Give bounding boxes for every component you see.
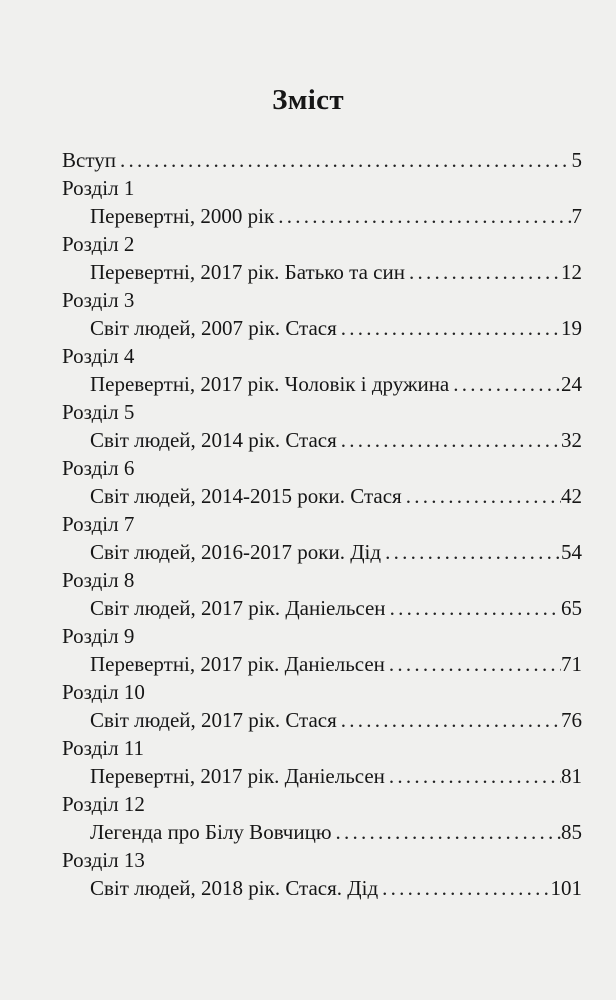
toc-page-number: 32 xyxy=(561,428,582,452)
chapter-heading: Розділ 6 xyxy=(62,456,135,480)
toc-chapter xyxy=(62,287,582,343)
chapter-title-line xyxy=(62,650,582,679)
dot-leader xyxy=(116,146,572,175)
toc-chapter xyxy=(62,679,582,735)
chapter-title-line xyxy=(62,706,582,735)
chapter-title: Світ людей, 2014 рік. Стася xyxy=(90,428,337,452)
chapter-heading: Розділ 10 xyxy=(62,680,145,704)
toc-page-number: 65 xyxy=(561,596,582,620)
chapter-title-line xyxy=(62,538,582,567)
dot-leader xyxy=(337,314,561,343)
chapter-title: Світ людей, 2007 рік. Стася xyxy=(90,316,337,340)
dot-leader xyxy=(337,426,561,455)
chapter-heading: Розділ 3 xyxy=(62,288,135,312)
chapter-title-line xyxy=(62,370,582,399)
toc-page-number: 81 xyxy=(561,764,582,788)
chapter-list xyxy=(62,175,582,903)
toc-chapter xyxy=(62,567,582,623)
chapter-title: Світ людей, 2017 рік. Стася xyxy=(90,708,337,732)
dot-leader xyxy=(386,594,561,623)
toc-page-number: 85 xyxy=(561,820,582,844)
chapter-title-line xyxy=(62,594,582,623)
chapter-heading-line xyxy=(62,287,582,314)
toc-chapter xyxy=(62,231,582,287)
chapter-heading: Розділ 8 xyxy=(62,568,135,592)
dot-leader xyxy=(274,202,571,231)
chapter-title-line xyxy=(62,874,582,903)
chapter-title-line xyxy=(62,818,582,847)
chapter-title: Перевертні, 2017 рік. Даніельсен xyxy=(90,652,385,676)
toc-page-number: 76 xyxy=(561,708,582,732)
chapter-title: Світ людей, 2014-2015 роки. Стася xyxy=(90,484,402,508)
toc-page-number: 24 xyxy=(561,372,582,396)
chapter-title: Світ людей, 2017 рік. Даніельсен xyxy=(90,596,386,620)
chapter-title-line xyxy=(62,762,582,791)
chapter-heading: Розділ 13 xyxy=(62,848,145,872)
chapter-title-line xyxy=(62,426,582,455)
chapter-title: Перевертні, 2000 рік xyxy=(90,204,275,228)
toc-page-number: 5 xyxy=(571,148,582,172)
dot-leader xyxy=(332,818,561,847)
chapter-title-line xyxy=(62,314,582,343)
chapter-heading-line xyxy=(62,847,582,874)
dot-leader xyxy=(337,706,561,735)
chapter-heading-line xyxy=(62,679,582,706)
chapter-heading-line xyxy=(62,175,582,202)
chapter-title-line xyxy=(62,482,582,511)
chapter-heading: Розділ 7 xyxy=(62,512,135,536)
toc-page-number: 54 xyxy=(561,540,582,564)
dot-leader xyxy=(385,762,561,791)
chapter-heading-line xyxy=(62,791,582,818)
chapter-heading: Розділ 11 xyxy=(62,736,145,760)
chapter-heading: Розділ 9 xyxy=(62,624,135,648)
toc-chapter xyxy=(62,455,582,511)
chapter-heading: Розділ 2 xyxy=(62,232,135,256)
chapter-heading-line xyxy=(62,735,582,762)
chapter-title: Світ людей, 2016-2017 роки. Дід xyxy=(90,540,382,564)
chapter-heading-line xyxy=(62,511,582,538)
chapter-title: Світ людей, 2018 рік. Стася. Дід xyxy=(90,876,379,900)
chapter-title: Перевертні, 2017 рік. Чоловік і дружина xyxy=(90,372,450,396)
toc-page-number: 12 xyxy=(561,260,582,284)
toc-chapter xyxy=(62,399,582,455)
toc-page-number: 42 xyxy=(561,484,582,508)
dot-leader xyxy=(405,258,561,287)
toc-chapter xyxy=(62,847,582,903)
toc-chapter xyxy=(62,175,582,231)
dot-leader xyxy=(385,650,561,679)
toc-entry-intro xyxy=(62,146,582,175)
toc-chapter xyxy=(62,343,582,399)
chapter-title-line xyxy=(62,258,582,287)
toc-entry-label: Вступ xyxy=(62,148,116,172)
toc-chapter xyxy=(62,511,582,567)
chapter-heading-line xyxy=(62,455,582,482)
toc-page-number: 19 xyxy=(561,316,582,340)
chapter-title: Перевертні, 2017 рік. Батько та син xyxy=(90,260,405,284)
chapter-heading: Розділ 5 xyxy=(62,400,135,424)
chapter-heading: Розділ 1 xyxy=(62,176,135,200)
dot-leader xyxy=(449,370,561,399)
dot-leader xyxy=(402,482,561,511)
chapter-heading-line xyxy=(62,343,582,370)
toc-page-number: 7 xyxy=(571,204,582,228)
chapter-heading-line xyxy=(62,623,582,650)
dot-leader xyxy=(378,874,550,903)
chapter-heading-line xyxy=(62,231,582,258)
dot-leader xyxy=(381,538,561,567)
chapter-heading: Розділ 12 xyxy=(62,792,145,816)
chapter-title: Перевертні, 2017 рік. Даніельсен xyxy=(90,764,385,788)
toc-chapter xyxy=(62,791,582,847)
toc-chapter xyxy=(62,623,582,679)
chapter-title-line xyxy=(62,202,582,231)
toc-page-number: 101 xyxy=(550,876,582,900)
chapter-title: Легенда про Білу Вовчицю xyxy=(90,820,332,844)
page-title: Зміст xyxy=(272,84,344,116)
toc-page-number: 71 xyxy=(561,652,582,676)
chapter-heading: Розділ 4 xyxy=(62,344,135,368)
table-of-contents xyxy=(62,146,582,903)
chapter-heading-line xyxy=(62,567,582,594)
toc-chapter xyxy=(62,735,582,791)
chapter-heading-line xyxy=(62,399,582,426)
